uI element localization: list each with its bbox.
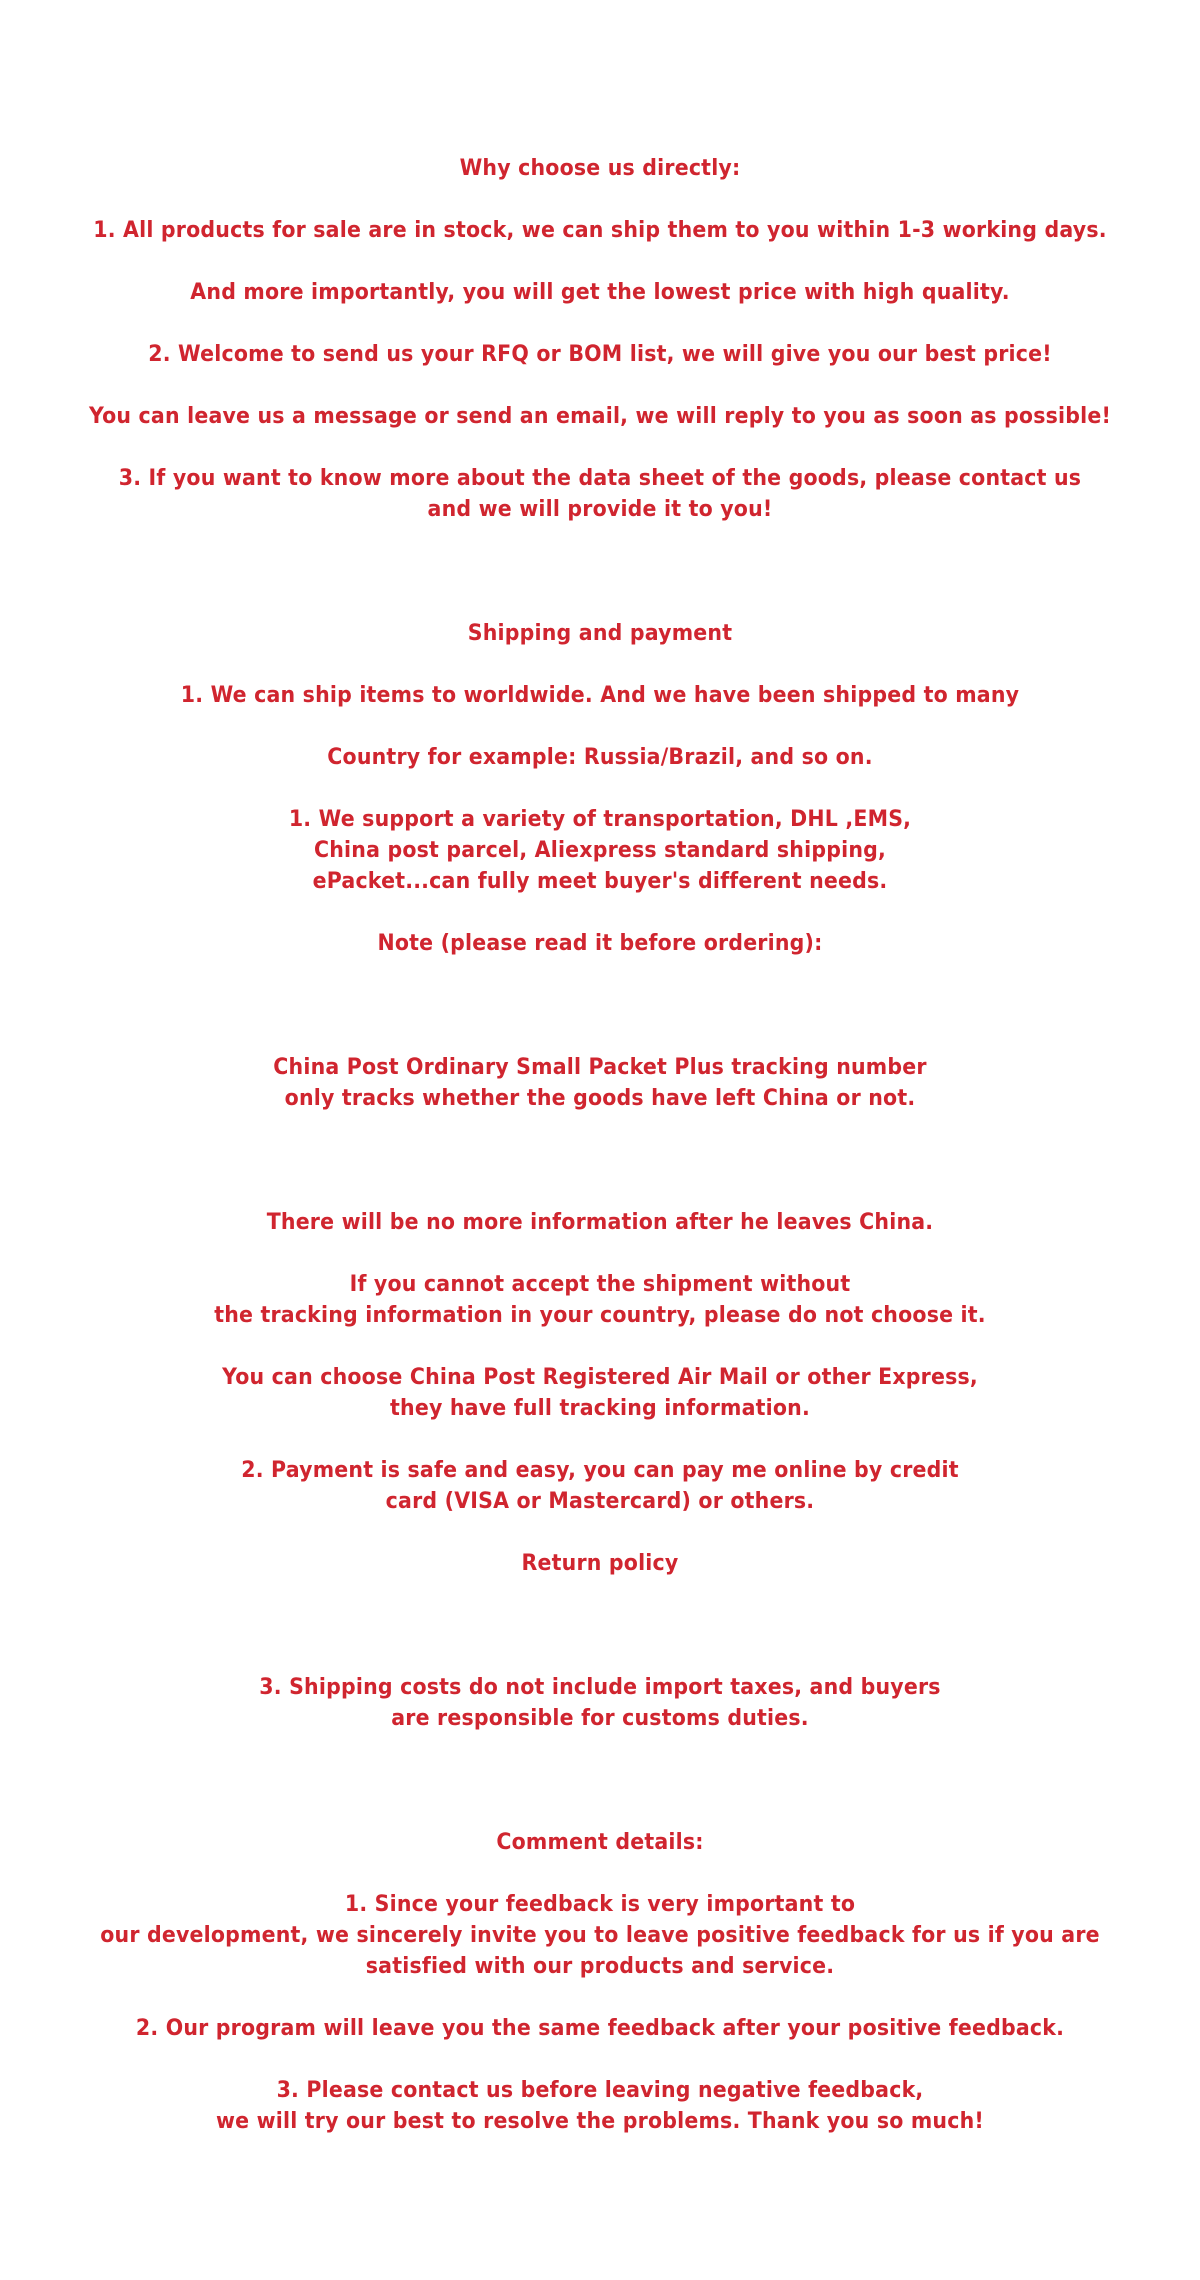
text-line: China post parcel, Aliexpress standard shipping, [313,838,887,863]
text-line: our development, we sincerely invite you to leave positive feedback for us if you are [100,1923,1100,1948]
text-line: 3. Please contact us before leaving negative feedback, [276,2078,924,2103]
text-line: You can leave us a message or send an email, we will reply to you as soon as possible! [88,404,1112,429]
text-line: 1. We support a variety of transportation, DHL ,EMS, [288,807,912,832]
text-line: satisfied with our products and service. [365,1954,835,1979]
text-line: There will be no more information after he leaves China. [266,1210,934,1235]
text-line: 3. If you want to know more about the data sheet of the goods, please contact us [118,466,1082,491]
text-line: 2. Payment is safe and easy, you can pay me online by credit [241,1458,959,1483]
text-line: and we will provide it to you! [427,497,773,522]
section-heading-return-policy: Return policy [521,1551,679,1576]
text-line: 1. We can ship items to worldwide. And we have been shipped to many [180,683,1020,708]
text-line: are responsible for customs duties. [391,1706,809,1731]
text-line: If you cannot accept the shipment without [349,1272,851,1297]
section-heading-comment-details: Comment details: [496,1830,704,1855]
text-line: ePacket...can fully meet buyer's different needs. [312,869,888,894]
section-heading-shipping-and-payment: Shipping and payment [467,621,733,646]
section-heading-why-choose-us: Why choose us directly: [459,156,741,181]
text-line: Country for example: Russia/Brazil, and so on. [327,745,873,770]
text-line: You can choose China Post Registered Air Mail or other Express, [222,1365,978,1390]
text-line: 1. Since your feedback is very important to [344,1892,856,1917]
text-line: China Post Ordinary Small Packet Plus tracking number [273,1055,927,1080]
text-line: the tracking information in your country, please do not choose it. [214,1303,986,1328]
note-heading: Note (please read it before ordering): [377,931,823,956]
text-line: 2. Our program will leave you the same feedback after your positive feedback. [135,2016,1065,2041]
text-line: they have full tracking information. [390,1396,810,1421]
text-line: card (VISA or Mastercard) or others. [385,1489,815,1514]
text-line: And more importantly, you will get the lowest price with high quality. [190,280,1010,305]
text-line: we will try our best to resolve the problems. Thank you so much! [216,2109,984,2134]
text-line: 2. Welcome to send us your RFQ or BOM list, we will give you our best price! [148,342,1052,367]
text-line: only tracks whether the goods have left China or not. [284,1086,916,1111]
text-line: 1. All products for sale are in stock, we can ship them to you within 1-3 working days. [93,218,1107,243]
text-line: 3. Shipping costs do not include import taxes, and buyers [259,1675,941,1700]
